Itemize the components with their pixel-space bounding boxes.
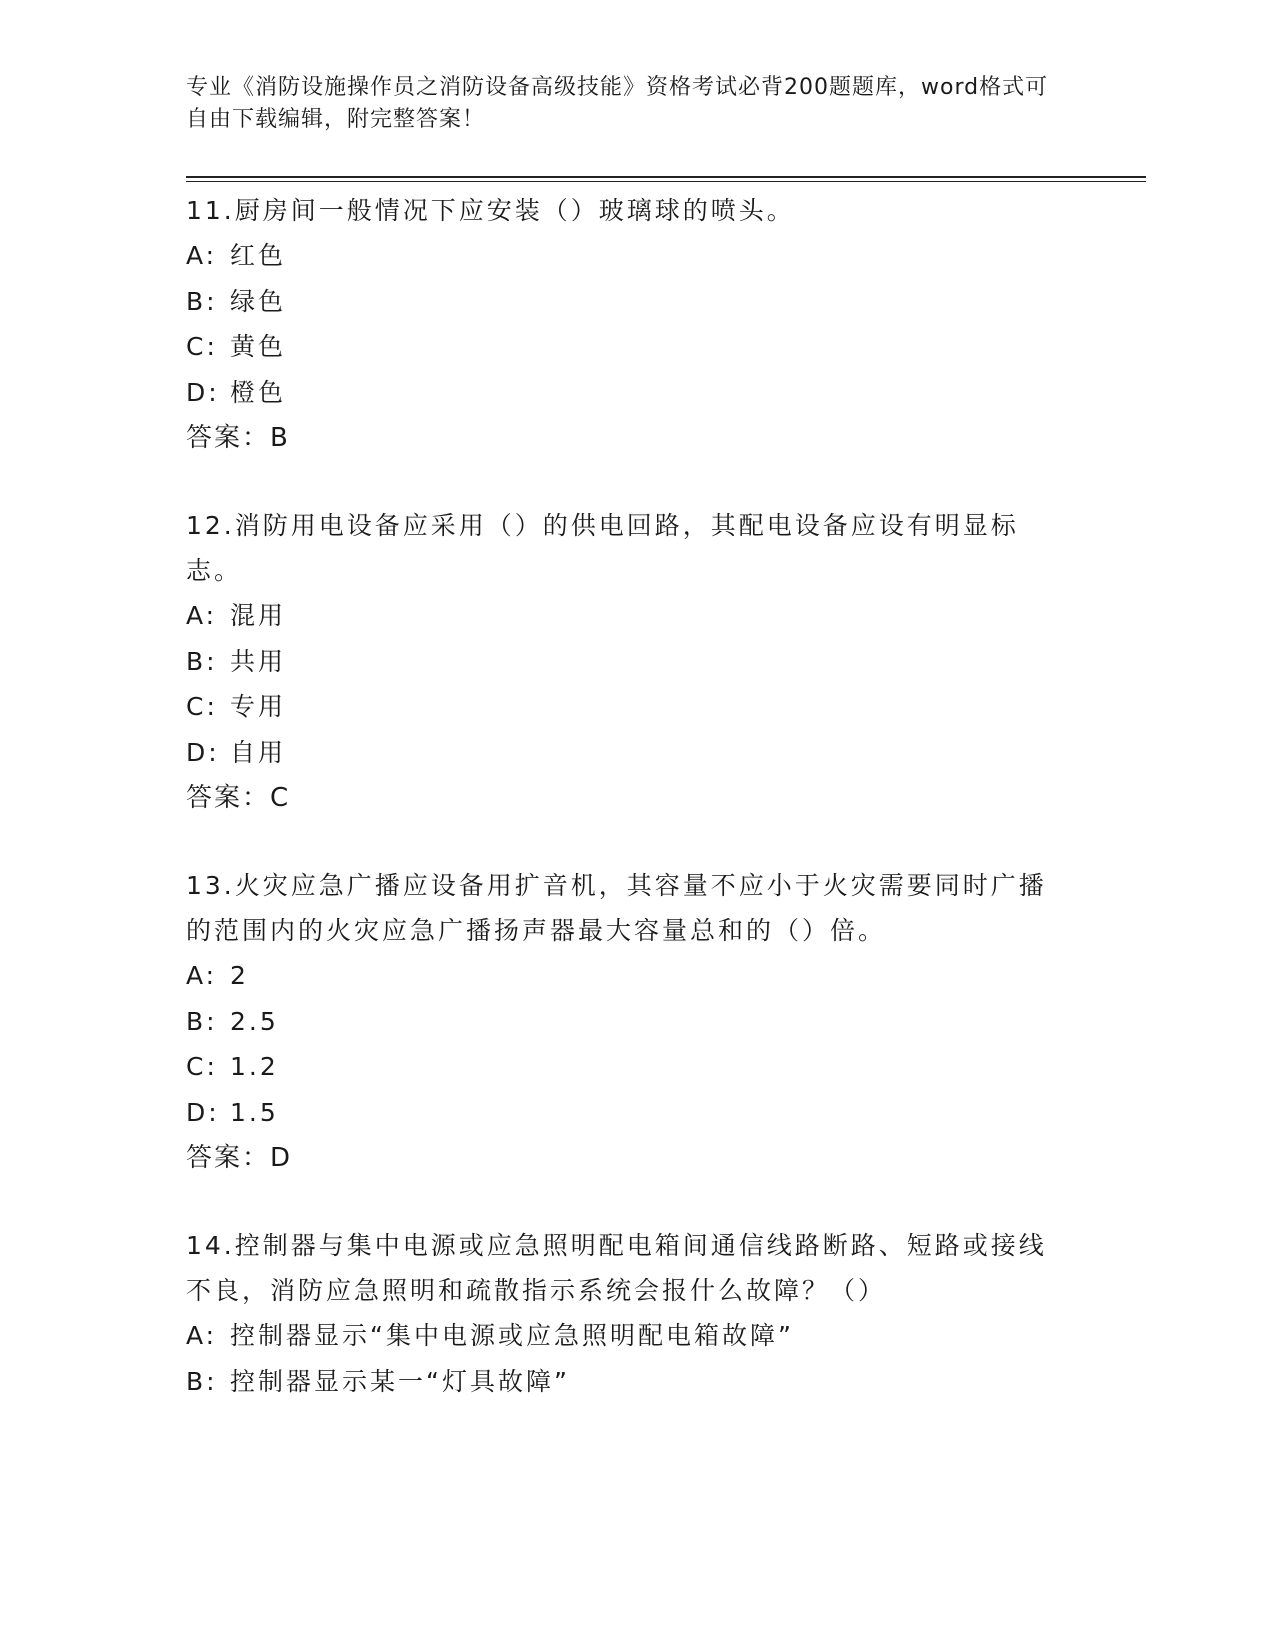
option-key: D: xyxy=(186,737,220,767)
option-key: B: xyxy=(186,646,218,676)
option-c xyxy=(186,684,1086,730)
option-key: A: xyxy=(186,961,218,990)
question-stem: 13.火灾应急广播应设备用扩音机，其容量不应小于火灾需要同时广播的范围内的火灾应急广播扬声器最大容量总和的（）倍。 xyxy=(186,871,1047,945)
option-text: 1.5 xyxy=(230,1097,279,1127)
option-key: B: xyxy=(186,1006,218,1036)
option-key: A: xyxy=(186,1321,218,1350)
option-key: B: xyxy=(186,286,218,316)
question-stem: 12.消防用电设备应采用（）的供电回路，其配电设备应设有明显标志。 xyxy=(186,511,1019,585)
question-stem: 11.厨房间一般情况下应安装（）玻璃球的喷头。 xyxy=(186,196,795,225)
option-d xyxy=(186,370,1086,416)
question-stem: 14.控制器与集中电源或应急照明配电箱间通信线路断路、短路或接线不良，消防应急照明和疏散指示系统会报什么故障？（） xyxy=(186,1231,1047,1305)
option-key: D: xyxy=(186,1097,220,1127)
option-a xyxy=(186,1313,1086,1359)
option-a xyxy=(186,233,1086,279)
option-text: 控制器显示某一“灯具故障” xyxy=(230,1366,570,1396)
question-11 xyxy=(186,188,1086,461)
option-text: 自用 xyxy=(230,737,287,767)
option-b xyxy=(186,999,1086,1045)
option-a xyxy=(186,593,1086,639)
answer-line: 答案：D xyxy=(186,1143,293,1173)
question-14 xyxy=(186,1223,1086,1404)
option-key: C: xyxy=(186,1052,218,1081)
option-b xyxy=(186,639,1086,685)
answer-line: 答案：C xyxy=(186,783,291,813)
option-key: C: xyxy=(186,332,218,361)
option-key: A: xyxy=(186,601,218,630)
option-c xyxy=(186,324,1086,370)
question-13 xyxy=(186,863,1086,1181)
option-b xyxy=(186,1359,1086,1405)
header-divider-thick xyxy=(186,176,1146,178)
option-key: A: xyxy=(186,241,218,270)
answer-line: 答案：B xyxy=(186,423,290,453)
option-text: 黄色 xyxy=(230,332,287,361)
option-text: 混用 xyxy=(230,601,287,630)
option-key: D: xyxy=(186,377,220,407)
question-12 xyxy=(186,503,1086,821)
option-text: 2 xyxy=(230,961,249,990)
option-text: 2.5 xyxy=(230,1006,279,1036)
option-key: B: xyxy=(186,1366,218,1396)
option-text: 共用 xyxy=(230,646,287,676)
option-key: C: xyxy=(186,692,218,721)
document-intro: 专业《消防设施操作员之消防设备高级技能》资格考试必背200题题库，word格式可自由下载编辑，附完整答案！ xyxy=(186,75,1049,132)
option-text: 专用 xyxy=(230,692,287,721)
option-a xyxy=(186,953,1086,999)
option-d xyxy=(186,1090,1086,1136)
option-b xyxy=(186,279,1086,325)
option-text: 控制器显示“集中电源或应急照明配电箱故障” xyxy=(230,1321,794,1350)
question-list xyxy=(186,188,1086,1446)
option-text: 1.2 xyxy=(230,1052,279,1081)
option-d xyxy=(186,730,1086,776)
option-c xyxy=(186,1044,1086,1090)
header-divider-thin xyxy=(186,181,1146,182)
option-text: 橙色 xyxy=(230,377,287,407)
option-text: 红色 xyxy=(230,241,287,270)
option-text: 绿色 xyxy=(230,286,287,316)
